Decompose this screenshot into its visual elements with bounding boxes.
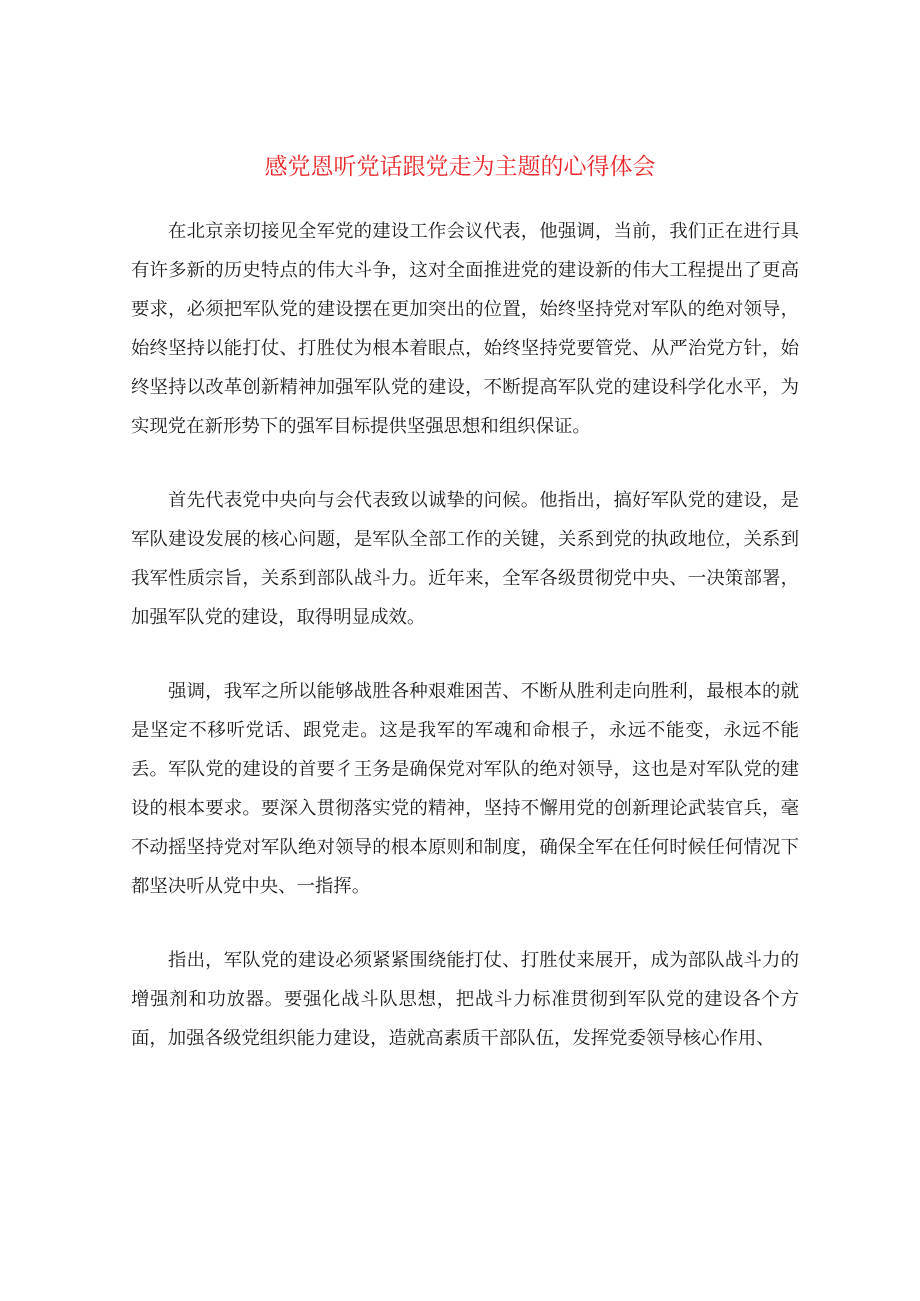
paragraph-1: 在北京亲切接见全军党的建设工作会议代表，他强调，当前，我们正在进行具有许多新的历史特点的伟大斗争，这对全面推进党的建设新的伟大工程提出了更高要求，必须把军队党的建设摆在更加突出的位置，始终坚持党对军队的绝对领导，始终坚持以能打仗、打胜仗为根本着眼点，始终坚持党要管党、从严治党方针，始终坚持以改革创新精神加强军队党的建设，不断提高军队党的建设科学化水平，为实现党在新形势下的强军目标提供坚强思想和组织保证。 <box>131 221 799 437</box>
paragraph-4: 指出，军队党的建设必须紧紧围绕能打仗、打胜仗来展开，成为部队战斗力的增强剂和功放器。要强化战斗队思想，把战斗力标准贯彻到军队党的建设各个方面，加强各级党组织能力建设，造就高素质干部队伍，发挥党委领导核心作用、 <box>131 950 799 1049</box>
document-title: 感党恩听党话跟党走为主题的心得体会 <box>264 154 656 180</box>
paragraph-3: 强调，我军之所以能够战胜各种艰难困苦、不断从胜利走向胜利，最根本的就是坚定不移听党话、跟党走。这是我军的军魂和命根子，永远不能变，永远不能丢。军队党的建设的首要彳王务是确保党对军队的绝对领导，这也是对军队党的建设的根本要求。要深入贯彻落实党的精神，坚持不懈用党的创新理论武装官兵，毫不动摇坚持党对军队绝对领导的根本原则和制度，确保全军在任何时候任何情况下都坚决听从党中央、一指挥。 <box>131 681 799 897</box>
document-body <box>131 212 799 1093</box>
paragraph-2: 首先代表党中央向与会代表致以诚挚的问候。他指出，搞好军队党的建设，是军队建设发展的核心问题，是军队全部工作的关键，关系到党的执政地位，关系到我军性质宗旨，关系到部队战斗力。近年来，全军各级贯彻党中央、一决策部署，加强军队党的建设，取得明显成效。 <box>131 490 799 628</box>
